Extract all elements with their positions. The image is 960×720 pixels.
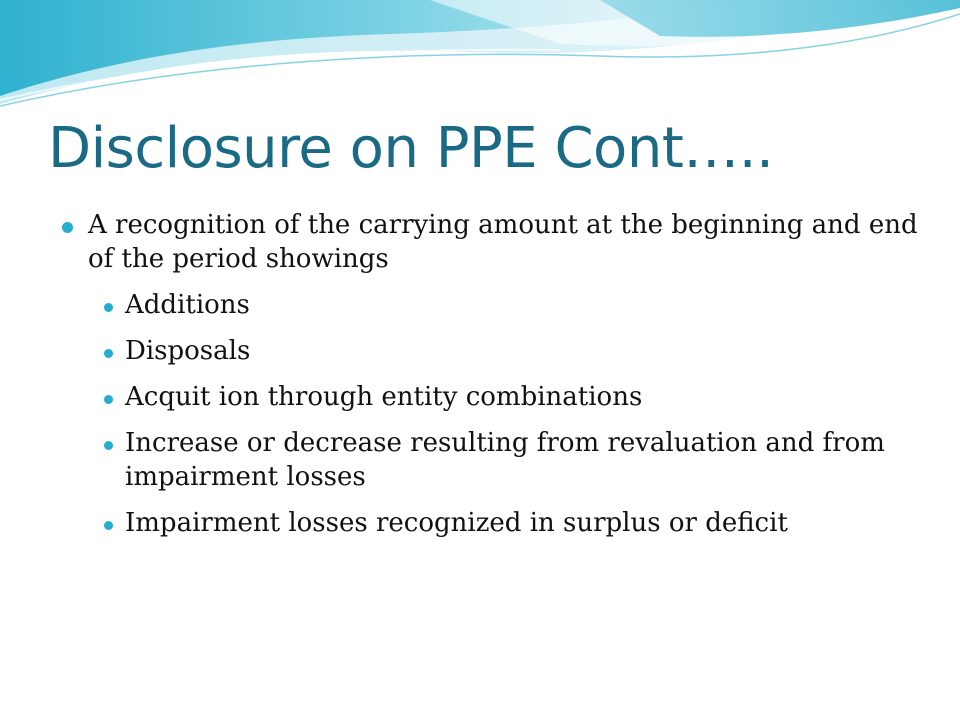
sub-bullet-text: Increase or decrease resulting from revaluation and from impairment losses — [125, 428, 885, 492]
sub-bullet-item — [100, 506, 922, 540]
bullet-dot-icon — [104, 303, 113, 312]
header-wave-decoration — [0, 0, 960, 120]
bullet-dot-icon — [104, 395, 113, 404]
sub-bullet-item — [100, 380, 922, 414]
bullet-dot-icon — [104, 441, 113, 450]
bullet-dot-icon — [62, 222, 73, 233]
sub-bullet-text: Disposals — [125, 336, 251, 366]
bullet-dot-icon — [104, 349, 113, 358]
sub-bullet-text: Acquit ion through entity combinations — [125, 382, 643, 412]
main-bullet-text: A recognition of the carrying amount at the beginning and end of the period showings — [88, 210, 918, 274]
sub-bullet-item — [100, 334, 922, 368]
slide-body — [62, 208, 922, 552]
sub-bullet-text: Additions — [125, 290, 250, 320]
main-bullet-item — [62, 208, 922, 276]
bullet-dot-icon — [104, 521, 113, 530]
sub-bullet-item — [100, 288, 922, 322]
slide-title: Disclosure on PPE Cont….. — [48, 116, 774, 181]
sub-bullet-item — [100, 426, 922, 494]
sub-bullet-text: Impairment losses recognized in surplus or deficit — [125, 508, 788, 538]
